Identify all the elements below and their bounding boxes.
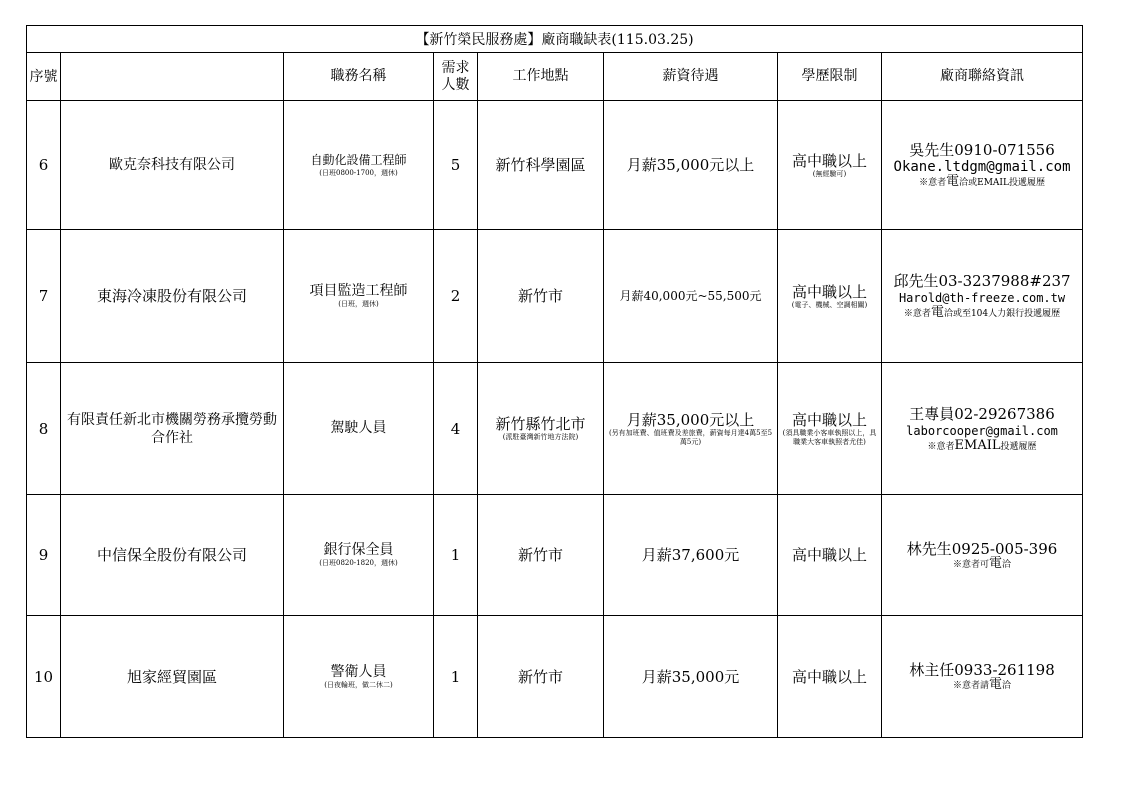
cell-location xyxy=(478,616,604,738)
header-count: 需求人數 xyxy=(434,53,478,101)
job-vacancy-table xyxy=(26,25,1083,738)
work-location: 新竹市 xyxy=(517,287,563,305)
work-location: 新竹科學園區 xyxy=(495,156,586,174)
row-number: 6 xyxy=(38,156,49,174)
header-row xyxy=(27,53,1083,101)
table-title: 【新竹榮民服務處】廠商職缺表(115.03.25) xyxy=(27,26,1083,53)
contact-note-text: 投遞履歷 xyxy=(1000,441,1037,452)
position-note: (日班0820-1820，週休) xyxy=(319,559,398,567)
location-note: (派駐臺灣新竹地方法院) xyxy=(502,433,579,441)
contact-note xyxy=(884,555,1080,571)
cell-no xyxy=(27,230,61,363)
header-location: 工作地點 xyxy=(478,53,604,101)
cell-company xyxy=(61,616,284,738)
row-number: 10 xyxy=(33,667,54,686)
table-row xyxy=(27,495,1083,616)
contact-note-emphasis: EMAIL xyxy=(954,437,1001,453)
contact-person: 王專員02-29267386 xyxy=(909,404,1055,423)
header-contact: 廠商聯絡資訊 xyxy=(882,53,1083,101)
table-row xyxy=(27,363,1083,495)
cell-education xyxy=(778,363,882,495)
header-no: 序號 xyxy=(27,53,61,101)
contact-note xyxy=(884,679,1080,692)
education-note: (電子、機械、空調相關) xyxy=(791,300,868,309)
position-note: (日夜輪班，做二休二) xyxy=(324,680,393,689)
cell-no xyxy=(27,616,61,738)
contact-note-mark: ※意者 xyxy=(927,441,955,452)
salary: 月薪37,600元 xyxy=(641,546,740,564)
cell-salary xyxy=(604,616,778,738)
contact-note-mark: ※意者 xyxy=(903,309,931,319)
contact-person: 吳先生0910-071556 xyxy=(909,141,1055,159)
cell-company xyxy=(61,495,284,616)
cell-contact xyxy=(882,363,1083,495)
cell-position xyxy=(284,363,434,495)
position-title: 駕駛人員 xyxy=(330,420,387,436)
cell-education xyxy=(778,616,882,738)
cell-contact xyxy=(882,101,1083,230)
contact-email: laborcooper@gmail.com xyxy=(906,423,1058,438)
company-name: 東海冷凍股份有限公司 xyxy=(96,287,247,305)
cell-company xyxy=(61,363,284,495)
education-requirement: 高中職以上 xyxy=(791,546,867,564)
table-row xyxy=(27,230,1083,363)
row-number: 9 xyxy=(38,546,49,564)
cell-no xyxy=(27,495,61,616)
cell-position xyxy=(284,616,434,738)
contact-note-emphasis: 電 xyxy=(989,555,1003,571)
education-requirement: 高中職以上 xyxy=(791,410,867,429)
contact-note-emphasis: 電 xyxy=(989,677,1003,692)
cell-education xyxy=(778,495,882,616)
position-note: (日班，週休) xyxy=(338,300,379,308)
cell-position xyxy=(284,101,434,230)
row-number: 7 xyxy=(38,287,49,305)
headcount: 4 xyxy=(450,419,461,438)
company-name: 有限責任新北市機關勞務承攬勞動合作社 xyxy=(67,411,277,446)
contact-note-emphasis: 電 xyxy=(946,174,960,189)
headcount: 5 xyxy=(450,156,461,174)
position-title: 自動化設備工程師 xyxy=(310,153,407,167)
header-salary: 薪資待遇 xyxy=(604,53,778,101)
education-note: (無經驗可) xyxy=(812,169,847,178)
cell-position xyxy=(284,230,434,363)
cell-count xyxy=(434,363,478,495)
contact-note xyxy=(884,176,1080,189)
cell-company xyxy=(61,101,284,230)
contact-note-text: 洽或至104人力銀行投遞履歷 xyxy=(943,309,1061,319)
contact-email: Okane.ltdgm@gmail.com xyxy=(893,159,1071,175)
education-requirement: 高中職以上 xyxy=(791,151,867,170)
cell-salary xyxy=(604,101,778,230)
row-number: 8 xyxy=(38,419,49,438)
work-location: 新竹縣竹北市 xyxy=(495,415,586,433)
company-name: 旭家經貿園區 xyxy=(126,667,217,686)
headcount: 1 xyxy=(450,546,461,564)
contact-note xyxy=(884,307,1080,320)
table-row xyxy=(27,101,1083,230)
work-location: 新竹市 xyxy=(517,667,563,686)
cell-location xyxy=(478,230,604,363)
cell-contact xyxy=(882,495,1083,616)
cell-salary xyxy=(604,230,778,363)
education-requirement: 高中職以上 xyxy=(791,282,867,301)
company-name: 歐克奈科技有限公司 xyxy=(109,157,235,173)
salary-note: (另有加班費、值班費及差旅費，薪資每月達4萬5至5萬5元) xyxy=(608,428,773,446)
contact-note-emphasis: 電 xyxy=(930,305,944,320)
cell-salary xyxy=(604,363,778,495)
cell-count xyxy=(434,230,478,363)
cell-education xyxy=(778,230,882,363)
position-note: (日班0800-1700，週休) xyxy=(319,169,398,177)
header-education: 學歷限制 xyxy=(778,53,882,101)
cell-position xyxy=(284,495,434,616)
contact-note-text: 洽 xyxy=(1002,681,1012,691)
contact-note-text: 洽或EMAIL投遞履歷 xyxy=(959,178,1045,188)
cell-location xyxy=(478,101,604,230)
salary: 月薪35,000元以上 xyxy=(626,410,755,429)
cell-location xyxy=(478,363,604,495)
company-name: 中信保全股份有限公司 xyxy=(96,546,247,564)
cell-no xyxy=(27,101,61,230)
headcount: 2 xyxy=(450,287,461,305)
cell-no xyxy=(27,363,61,495)
header-position: 職務名稱 xyxy=(284,53,434,101)
contact-note-mark: ※意者請 xyxy=(953,681,990,691)
salary: 月薪40,000元~55,500元 xyxy=(619,289,762,303)
header-company xyxy=(61,53,284,101)
contact-person: 邱先生03-3237988#237 xyxy=(893,272,1071,290)
contact-note-text: 洽 xyxy=(1002,559,1012,570)
cell-education xyxy=(778,101,882,230)
table-row xyxy=(27,616,1083,738)
salary: 月薪35,000元以上 xyxy=(626,156,755,174)
cell-salary xyxy=(604,495,778,616)
contact-note-mark: ※意者 xyxy=(919,178,947,188)
contact-email: Harold@th-freeze.com.tw xyxy=(898,291,1066,305)
cell-count xyxy=(434,616,478,738)
contact-note-mark: ※意者可 xyxy=(953,559,990,570)
contact-person: 林主任0933-261198 xyxy=(909,661,1055,679)
contact-note xyxy=(884,437,1080,453)
work-location: 新竹市 xyxy=(517,546,563,564)
cell-company xyxy=(61,230,284,363)
education-note: (須具職業小客車執照以上，具職業大客車執照者尤佳) xyxy=(782,428,877,446)
headcount: 1 xyxy=(450,667,461,686)
cell-location xyxy=(478,495,604,616)
cell-count xyxy=(434,101,478,230)
position-title: 警衛人員 xyxy=(330,663,387,680)
cell-count xyxy=(434,495,478,616)
contact-person: 林先生0925-005-396 xyxy=(906,539,1058,558)
salary: 月薪35,000元 xyxy=(641,667,740,686)
cell-contact xyxy=(882,616,1083,738)
cell-contact xyxy=(882,230,1083,363)
position-title: 項目監造工程師 xyxy=(309,283,408,299)
education-requirement: 高中職以上 xyxy=(791,667,867,686)
position-title: 銀行保全員 xyxy=(323,542,394,558)
